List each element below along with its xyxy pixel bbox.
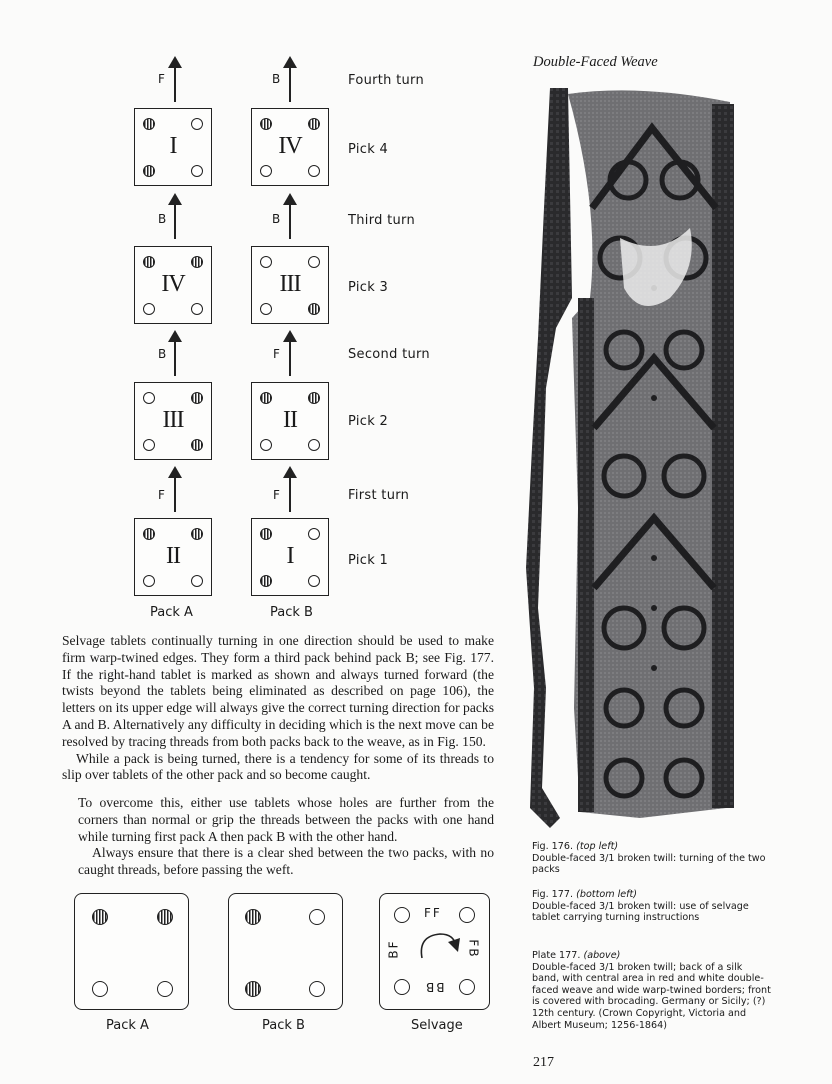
page-number: 217 [533, 1055, 554, 1070]
caption-position: (top left) [576, 841, 619, 852]
hole-filled-icon [157, 909, 173, 925]
arrow-up-icon [289, 476, 291, 512]
caption-position: (bottom left) [576, 889, 638, 900]
caption-text: Double-faced 3/1 broken twill; back of a silk band, with central area in red and white double-faced weave and wide warp-twined borders; front is covered with brocading. Germany or Sicily; (?) 12th century. (Crown Copyright, Victoria and Albert Museum; 1256-1864) [532, 961, 771, 1031]
tablet [134, 382, 212, 460]
tablet [134, 108, 212, 186]
direction-label: B [158, 347, 167, 361]
hole-empty-icon [308, 256, 320, 268]
hole-empty-icon [309, 981, 325, 997]
direction-label: B [158, 212, 167, 226]
direction-label: B [272, 72, 281, 86]
arrow-up-icon [174, 203, 176, 239]
tablet [134, 518, 212, 596]
hole-filled-icon [92, 909, 108, 925]
direction-label: F [158, 72, 165, 86]
hole-filled-icon [191, 439, 203, 451]
tablet [251, 108, 329, 186]
pick-label: Pick 4 [348, 142, 389, 157]
arrow-up-icon [174, 476, 176, 512]
arrow-up-icon [174, 340, 176, 376]
turn-label: Second turn [348, 347, 430, 362]
turn-label: Fourth turn [348, 73, 425, 88]
caption-text: Double-faced 3/1 broken twill: use of selvage tablet carrying turning instructions [532, 900, 749, 924]
hole-empty-icon [308, 528, 320, 540]
hole-filled-icon [143, 528, 155, 540]
hole-empty-icon [309, 909, 325, 925]
hole-filled-icon [308, 303, 320, 315]
hole-empty-icon [191, 165, 203, 177]
hole-filled-icon [143, 118, 155, 130]
pick-label: Pick 1 [348, 553, 389, 568]
hole-filled-icon [143, 256, 155, 268]
tablet-pack-b [228, 893, 343, 1010]
body-text [62, 633, 494, 784]
pack-b-label: Pack B [262, 1018, 305, 1033]
hole-empty-icon [143, 439, 155, 451]
tablet-numeral: III [162, 407, 184, 433]
selvage-left-label: BF [386, 939, 401, 959]
tablet-numeral: II [166, 543, 180, 569]
arrow-up-icon [289, 340, 291, 376]
hole-empty-icon [260, 439, 272, 451]
paragraph: To overcome this, either use tablets whose holes are further from the corners than normal or grip the threads between the packs with one hand while turning first pack A then pack B with the other hand. [78, 795, 494, 844]
tablet-numeral: IV [161, 271, 185, 297]
hole-empty-icon [394, 979, 410, 995]
hole-empty-icon [308, 575, 320, 587]
body-text-indented [78, 795, 494, 879]
hole-empty-icon [459, 907, 475, 923]
selvage-right-label: FB [466, 939, 481, 959]
direction-label: F [273, 488, 280, 502]
caption-label: Fig. 177. [532, 889, 574, 900]
turn-label: Third turn [348, 213, 415, 228]
hole-filled-icon [260, 528, 272, 540]
paragraph: Always ensure that there is a clear shed between the two packs, with no caught threads, before passing the weft. [78, 845, 494, 878]
hole-empty-icon [143, 392, 155, 404]
hole-empty-icon [92, 981, 108, 997]
tablet-numeral: II [283, 407, 297, 433]
hole-filled-icon [260, 118, 272, 130]
tablet-numeral: I [286, 543, 294, 569]
plate-177-photo [520, 88, 748, 828]
caption-plate-177 [532, 950, 772, 1031]
hole-empty-icon [143, 303, 155, 315]
direction-label: F [158, 488, 165, 502]
pack-a-label: Pack A [106, 1018, 149, 1033]
tablet-selvage [379, 893, 490, 1010]
tablet [251, 518, 329, 596]
hole-filled-icon [143, 165, 155, 177]
rotate-arrow-icon [414, 928, 462, 972]
textile-band-image [520, 88, 748, 828]
selvage-bottom-label: BB [424, 980, 445, 994]
caption-position: (above) [583, 950, 621, 961]
hole-empty-icon [191, 575, 203, 587]
direction-label: B [272, 212, 281, 226]
hole-empty-icon [191, 118, 203, 130]
hole-empty-icon [308, 165, 320, 177]
pack-b-label: Pack B [270, 605, 313, 620]
hole-empty-icon [143, 575, 155, 587]
caption-label: Plate 177. [532, 950, 581, 961]
hole-empty-icon [394, 907, 410, 923]
selvage-label: Selvage [411, 1018, 463, 1033]
turn-label: First turn [348, 488, 410, 503]
tablet-numeral: I [169, 133, 177, 159]
arrow-up-icon [289, 66, 291, 102]
hole-empty-icon [260, 256, 272, 268]
hole-empty-icon [459, 979, 475, 995]
hole-empty-icon [308, 439, 320, 451]
selvage-top-label: FF [424, 906, 442, 920]
hole-empty-icon [157, 981, 173, 997]
hole-filled-icon [260, 392, 272, 404]
tablet-pack-a [74, 893, 189, 1010]
hole-filled-icon [245, 909, 261, 925]
hole-filled-icon [245, 981, 261, 997]
caption-text: Double-faced 3/1 broken twill: turning of the two packs [532, 852, 766, 876]
hole-filled-icon [191, 528, 203, 540]
direction-label: F [273, 347, 280, 361]
running-title: Double-Faced Weave [533, 54, 658, 70]
arrow-up-icon [289, 203, 291, 239]
tablet [251, 246, 329, 324]
hole-empty-icon [260, 303, 272, 315]
pack-a-label: Pack A [150, 605, 193, 620]
hole-filled-icon [308, 392, 320, 404]
hole-empty-icon [260, 165, 272, 177]
paragraph: Selvage tablets continually turning in one direction should be used to make firm warp-twined edges. They form a third pack behind pack B; see Fig. 177. If the right-hand tablet is marked as shown and always turned forward (the twists beyond the tablets being eliminated as described on page 106), the letters on its upper edge will always give the correct turning direction for packs A and B. Alternatively any difficulty in deciding which is the next move can be resolved by tracing threads from both packs back to the weave, as in Fig. 150. [62, 633, 494, 749]
caption-fig-177 [532, 889, 772, 924]
pick-label: Pick 3 [348, 280, 389, 295]
arrow-up-icon [174, 66, 176, 102]
tablet-numeral: III [279, 271, 301, 297]
pick-label: Pick 2 [348, 414, 389, 429]
paragraph: While a pack is being turned, there is a tendency for some of its threads to slip over tablets of the other pack and so become caught. [62, 750, 494, 783]
hole-filled-icon [191, 256, 203, 268]
hole-filled-icon [260, 575, 272, 587]
tablet [251, 382, 329, 460]
hole-empty-icon [191, 303, 203, 315]
tablet-numeral: IV [278, 133, 302, 159]
hole-filled-icon [191, 392, 203, 404]
caption-fig-176 [532, 841, 772, 876]
tablet [134, 246, 212, 324]
hole-filled-icon [308, 118, 320, 130]
caption-label: Fig. 176. [532, 841, 574, 852]
